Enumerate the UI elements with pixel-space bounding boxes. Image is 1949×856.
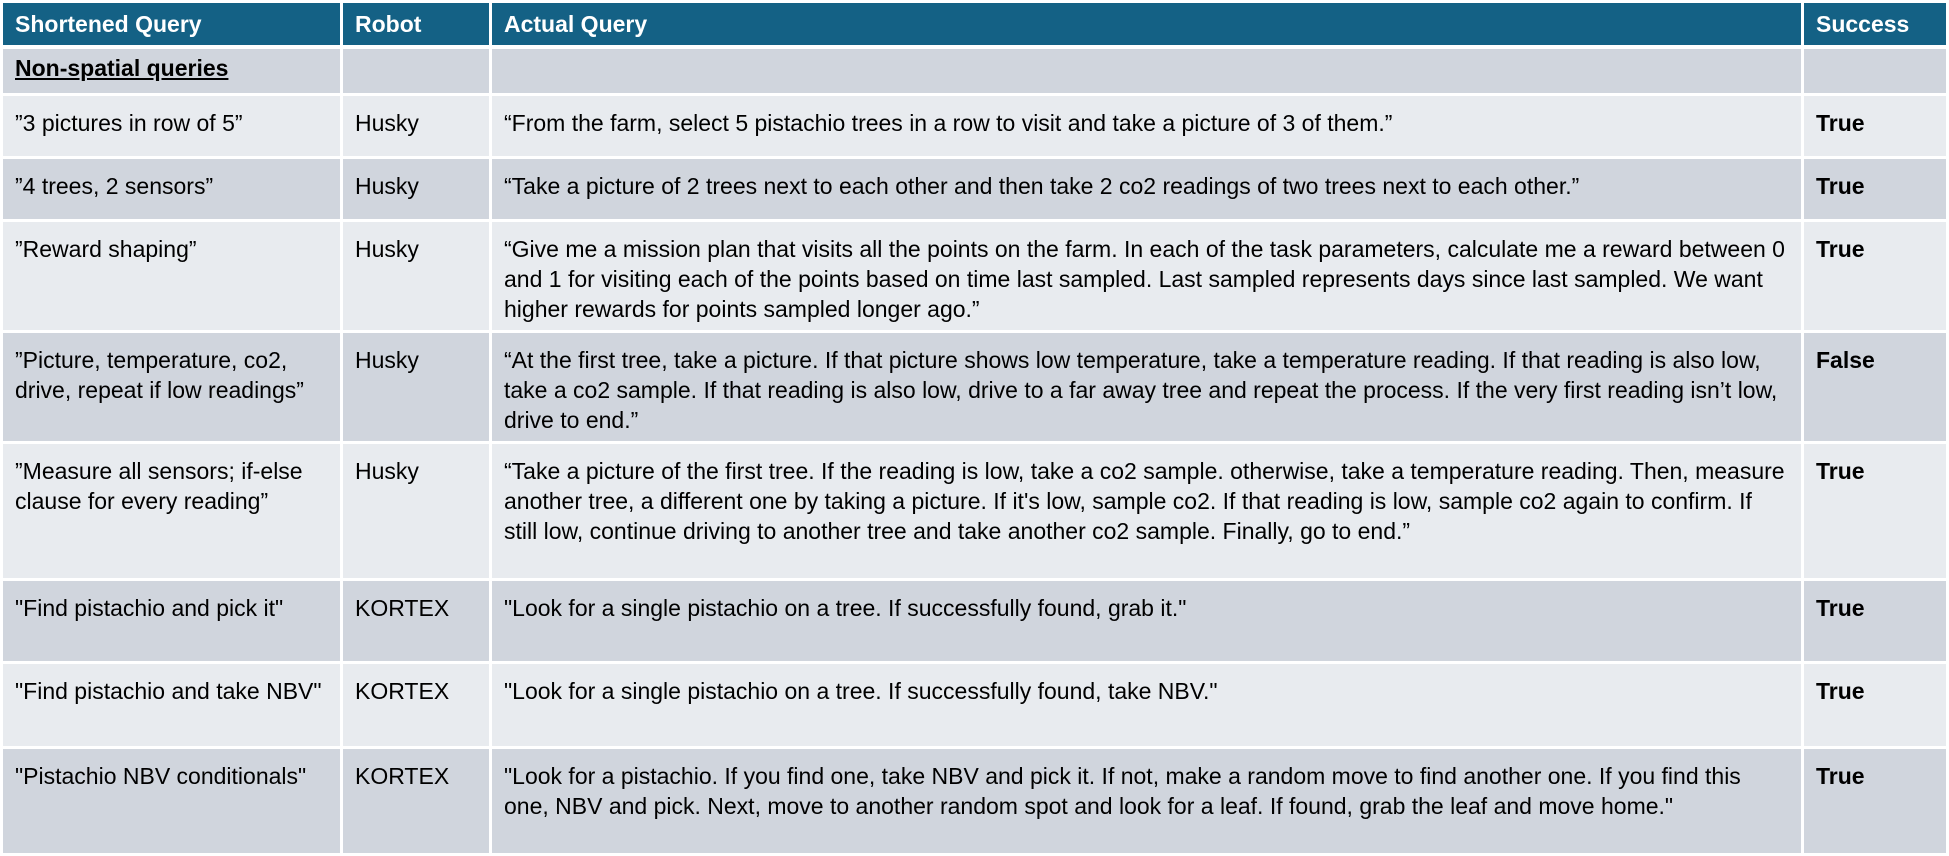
table-row: [2, 748, 1948, 855]
actual-query-cell: “Give me a mission plan that visits all the points on the farm. In each of the task parameters, calculate me a reward between 0 and 1 for visiting each of the points based on time last sampled. Last sampled represents days since last sampled. We want higher rewards for points sampled longer ago.”: [491, 221, 1803, 332]
actual-query-cell: “At the first tree, take a picture. If that picture shows low temperature, take a temperature reading. If that reading is also low, take a co2 sample. If that reading is also low, drive to a far away tree and repeat the process. If the very first reading isn’t low, drive to end.”: [491, 332, 1803, 443]
header-robot: Robot: [342, 2, 491, 48]
shortened-query-cell: ”Measure all sensors; if-else clause for every reading”: [2, 443, 342, 580]
section-empty-cell: [1803, 47, 1948, 95]
robot-cell: Husky: [342, 95, 491, 158]
header-shortened-query: Shortened Query: [2, 2, 342, 48]
actual-query-cell: "Look for a single pistachio on a tree. If successfully found, take NBV.": [491, 663, 1803, 748]
shortened-query-cell: "Find pistachio and take NBV": [2, 663, 342, 748]
robot-cell: Husky: [342, 158, 491, 221]
shortened-query-cell: "Find pistachio and pick it": [2, 580, 342, 663]
success-cell: True: [1803, 663, 1948, 748]
shortened-query-cell: "Pistachio NBV conditionals": [2, 748, 342, 855]
success-cell: True: [1803, 95, 1948, 158]
success-cell: True: [1803, 443, 1948, 580]
table-row: [2, 663, 1948, 748]
robot-cell: Husky: [342, 443, 491, 580]
actual-query-cell: “Take a picture of the first tree. If the reading is low, take a co2 sample. otherwise, take a temperature reading. Then, measure another tree, a different one by taking a picture. If it's low, sample co2. If that reading is low, sample co2 again to confirm. If still low, continue driving to another tree and take another co2 sample. Finally, go to end.”: [491, 443, 1803, 580]
section-row: [2, 47, 1948, 95]
shortened-query-cell: ”4 trees, 2 sensors”: [2, 158, 342, 221]
robot-cell: Husky: [342, 221, 491, 332]
robot-cell: KORTEX: [342, 663, 491, 748]
section-empty-cell: [342, 47, 491, 95]
robot-cell: Husky: [342, 332, 491, 443]
actual-query-cell: “Take a picture of 2 trees next to each other and then take 2 co2 readings of two trees next to each other.”: [491, 158, 1803, 221]
success-cell: True: [1803, 221, 1948, 332]
actual-query-cell: "Look for a single pistachio on a tree. If successfully found, grab it.": [491, 580, 1803, 663]
shortened-query-cell: ”Reward shaping”: [2, 221, 342, 332]
header-success: Success: [1803, 2, 1948, 48]
success-cell: False: [1803, 332, 1948, 443]
section-label: Non-spatial queries: [2, 47, 342, 95]
success-cell: True: [1803, 580, 1948, 663]
header-actual-query: Actual Query: [491, 2, 1803, 48]
robot-cell: KORTEX: [342, 748, 491, 855]
shortened-query-cell: ”Picture, temperature, co2, drive, repeat if low readings”: [2, 332, 342, 443]
success-cell: True: [1803, 158, 1948, 221]
table-row: [2, 443, 1948, 580]
table-row: [2, 95, 1948, 158]
header-row: [2, 2, 1948, 48]
table-row: [2, 158, 1948, 221]
section-empty-cell: [491, 47, 1803, 95]
robot-cell: KORTEX: [342, 580, 491, 663]
table-row: [2, 580, 1948, 663]
table-row: [2, 221, 1948, 332]
table-row: [2, 332, 1948, 443]
success-cell: True: [1803, 748, 1948, 855]
actual-query-cell: "Look for a pistachio. If you find one, take NBV and pick it. If not, make a random move to find another one. If you find this one, NBV and pick. Next, move to another random spot and look for a leaf. If found, grab the leaf and move home.": [491, 748, 1803, 855]
shortened-query-cell: ”3 pictures in row of 5”: [2, 95, 342, 158]
actual-query-cell: “From the farm, select 5 pistachio trees in a row to visit and take a picture of 3 of them.”: [491, 95, 1803, 158]
